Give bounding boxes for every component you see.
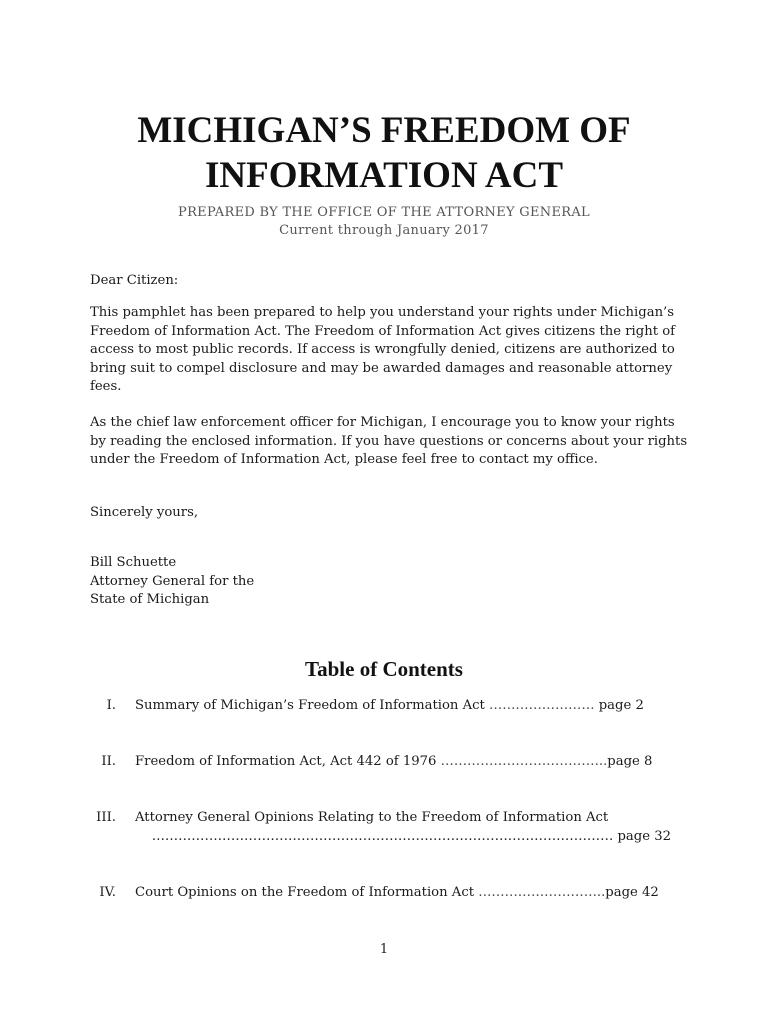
subtitle-line-2: Current through January 2017 bbox=[279, 223, 489, 238]
toc-entry-title: Summary of Michigan’s Freedom of Information Act bbox=[135, 698, 490, 713]
page-number: 1 bbox=[379, 942, 389, 957]
toc-entry-number: IV. bbox=[99, 885, 116, 900]
toc-entry-page: page 2 bbox=[594, 698, 644, 713]
toc-entry-leader: ……………………………….. bbox=[440, 754, 608, 769]
signature-title-1: Attorney General for the bbox=[90, 573, 255, 589]
title-line-1: MICHIGAN’S FREEDOM OF bbox=[137, 110, 631, 151]
letter-paragraph-1: This pamphlet has been prepared to help you understand your rights under Michigan’s Freedom of Information Act. The Freedom of Information Act gives citizens the right of access to most public records. If access is wrongfully denied, citizens are authorized to bring suit to compel disclosure and may be awarded damages and reasonable attorney fees. bbox=[90, 305, 676, 395]
subtitle-line-1: PREPARED BY THE OFFICE OF THE ATTORNEY GENERAL bbox=[178, 205, 590, 220]
title-line-2: INFORMATION ACT bbox=[204, 155, 564, 196]
document-title bbox=[0, 108, 768, 198]
letter-paragraph-2: As the chief law enforcement officer for Michigan, I encourage you to know your rights by reading the enclosed information. If you have questions or concerns about your rights under the Freedom of Information Act, please feel free to contact my office. bbox=[90, 415, 688, 468]
toc-entry-title: Court Opinions on the Freedom of Information Act bbox=[135, 885, 479, 900]
toc-entry-page: page 8 bbox=[607, 754, 653, 769]
document-subtitle bbox=[0, 204, 768, 240]
letter-closing: Sincerely yours, bbox=[90, 505, 199, 520]
letter-signature bbox=[90, 554, 690, 610]
toc-entry-line bbox=[135, 753, 675, 772]
toc-entry-title: Freedom of Information Act, Act 442 of 1976 bbox=[135, 754, 441, 769]
toc-entry-line bbox=[135, 697, 675, 716]
signature-title-2: State of Michigan bbox=[90, 592, 210, 608]
toc-entry-leader: ……………………….. bbox=[478, 885, 606, 900]
signature-name: Bill Schuette bbox=[90, 555, 177, 570]
toc-entry-line bbox=[135, 884, 675, 903]
toc-entry-page: page 42 bbox=[605, 885, 659, 900]
toc-entry-continuation bbox=[135, 828, 671, 847]
toc-entry-title: Attorney General Opinions Relating to the Freedom of Information Act bbox=[135, 810, 609, 825]
toc-entry-leader: …………………………………………………………………………………………… bbox=[151, 828, 614, 844]
toc-entry-page: page 32 bbox=[613, 828, 671, 844]
letter-salutation: Dear Citizen: bbox=[90, 273, 179, 288]
toc-entry-leader: …………………… bbox=[489, 698, 595, 713]
toc-entry-number: III. bbox=[96, 810, 116, 825]
toc-entry-number: I. bbox=[106, 698, 116, 713]
toc-entry-number: II. bbox=[101, 754, 116, 769]
toc-heading: Table of Contents bbox=[305, 657, 463, 681]
